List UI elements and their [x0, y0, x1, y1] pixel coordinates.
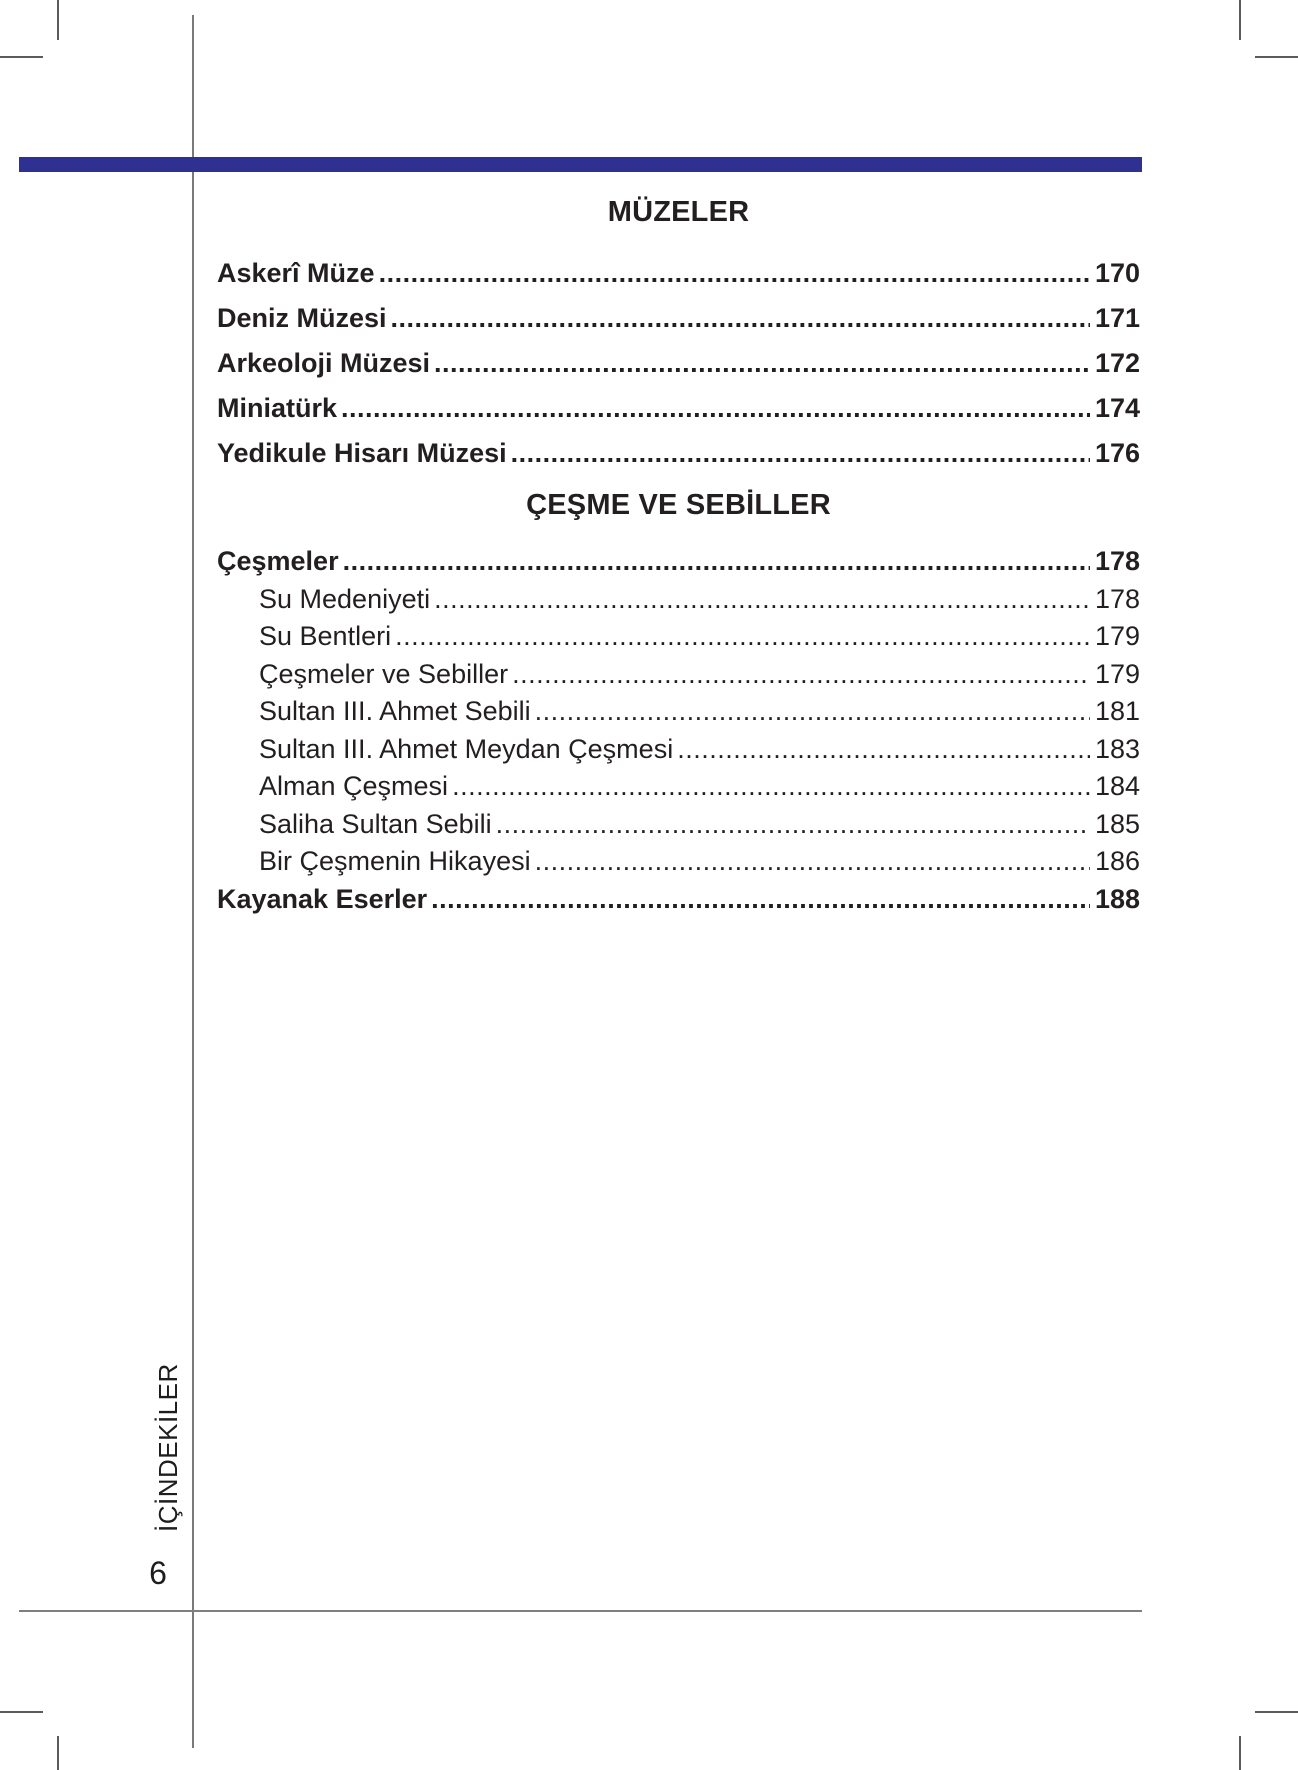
toc-entry-page: 178 — [1094, 583, 1140, 614]
bottom-rule — [19, 1610, 1142, 1612]
dot-leader — [677, 731, 1090, 769]
crop-mark-bottom-left-vertical — [57, 1736, 59, 1770]
toc-entry — [217, 881, 1140, 919]
toc-entry — [217, 843, 1140, 881]
dot-leader — [535, 693, 1090, 731]
crop-mark-top-right-vertical — [1239, 0, 1241, 40]
toc-entry — [217, 431, 1140, 476]
toc-entry-page: 171 — [1094, 303, 1140, 333]
dot-leader — [431, 881, 1090, 919]
dot-leader — [452, 768, 1090, 806]
section-heading: MÜZELER — [607, 196, 750, 228]
dot-leader — [496, 806, 1090, 844]
toc-entry-label: Deniz Müzesi — [217, 303, 387, 333]
crop-mark-top-right-horizontal — [1255, 56, 1298, 58]
dot-leader — [434, 581, 1090, 619]
toc-entry-label: Sultan III. Ahmet Sebili — [259, 696, 531, 726]
dot-leader — [379, 251, 1090, 296]
toc-entry — [217, 341, 1140, 386]
toc-entry-label: Su Bentleri — [259, 621, 392, 651]
crop-mark-bottom-left-horizontal — [0, 1711, 43, 1713]
toc-entry-label: Askerî Müze — [217, 258, 375, 288]
toc-entry — [217, 618, 1140, 656]
toc-entry-label: Kayanak Eserler — [217, 883, 428, 914]
toc-entry-label: Bir Çeşmenin Hikayesi — [259, 846, 531, 876]
toc-entry-label: Çeşmeler ve Sebiller — [259, 658, 509, 689]
toc-entry — [217, 543, 1140, 581]
toc-entry — [217, 581, 1140, 619]
toc-entry-label: Sultan III. Ahmet Meydan Çeşmesi — [259, 733, 674, 764]
toc-entry-page: 183 — [1094, 733, 1140, 764]
toc-entry-label: Saliha Sultan Sebili — [259, 808, 492, 839]
toc-section — [217, 195, 1140, 476]
dot-leader — [391, 296, 1090, 341]
accent-bar — [19, 157, 1142, 172]
toc-entry-page: 178 — [1094, 546, 1140, 576]
toc-entry-label: Miniatürk — [217, 393, 338, 423]
toc-entry — [217, 386, 1140, 431]
toc-entry-label: Arkeoloji Müzesi — [217, 348, 431, 378]
dot-leader — [341, 386, 1090, 431]
section-heading: ÇEŞME VE SEBİLLER — [526, 489, 831, 521]
toc-entry-page: 179 — [1094, 658, 1140, 689]
toc-entry-label: Yedikule Hisarı Müzesi — [217, 438, 507, 468]
toc-entry — [217, 656, 1140, 694]
toc-entry-label: Çeşmeler — [217, 546, 339, 576]
crop-mark-top-left-horizontal — [0, 56, 43, 58]
toc-entry-page: 188 — [1094, 883, 1140, 914]
dot-leader — [512, 656, 1090, 694]
dot-leader — [434, 341, 1090, 386]
toc-entry-page: 185 — [1094, 808, 1140, 839]
toc-entry-page: 181 — [1094, 696, 1140, 726]
toc-entry — [217, 768, 1140, 806]
toc-entry-label: Su Medeniyeti — [259, 583, 431, 614]
toc-entry-page: 184 — [1094, 771, 1140, 801]
table-of-contents — [217, 175, 1140, 918]
toc-rows — [217, 251, 1140, 476]
toc-entry — [217, 731, 1140, 769]
margin-rule — [192, 15, 194, 1748]
page-number: 6 — [149, 1555, 167, 1591]
toc-entry-page: 179 — [1094, 621, 1140, 651]
toc-entry-page: 176 — [1094, 438, 1140, 468]
toc-rows — [217, 543, 1140, 918]
dot-leader — [395, 618, 1090, 656]
toc-entry-page: 186 — [1094, 846, 1140, 876]
toc-entry-label: Alman Çeşmesi — [259, 771, 449, 801]
crop-mark-bottom-right-horizontal — [1255, 1711, 1298, 1713]
toc-entry — [217, 693, 1140, 731]
dot-leader — [535, 843, 1090, 881]
toc-entry — [217, 251, 1140, 296]
dot-leader — [343, 543, 1090, 581]
toc-entry — [217, 806, 1140, 844]
toc-section — [217, 488, 1140, 918]
toc-entry-page: 172 — [1094, 348, 1140, 378]
sidebar-chapter-label: İÇİNDEKİLER — [153, 1363, 183, 1532]
crop-mark-top-left-vertical — [57, 0, 59, 40]
dot-leader — [511, 431, 1090, 476]
toc-entry — [217, 296, 1140, 341]
crop-mark-bottom-right-vertical — [1239, 1736, 1241, 1770]
toc-entry-page: 174 — [1094, 393, 1140, 423]
toc-entry-page: 170 — [1094, 258, 1140, 288]
